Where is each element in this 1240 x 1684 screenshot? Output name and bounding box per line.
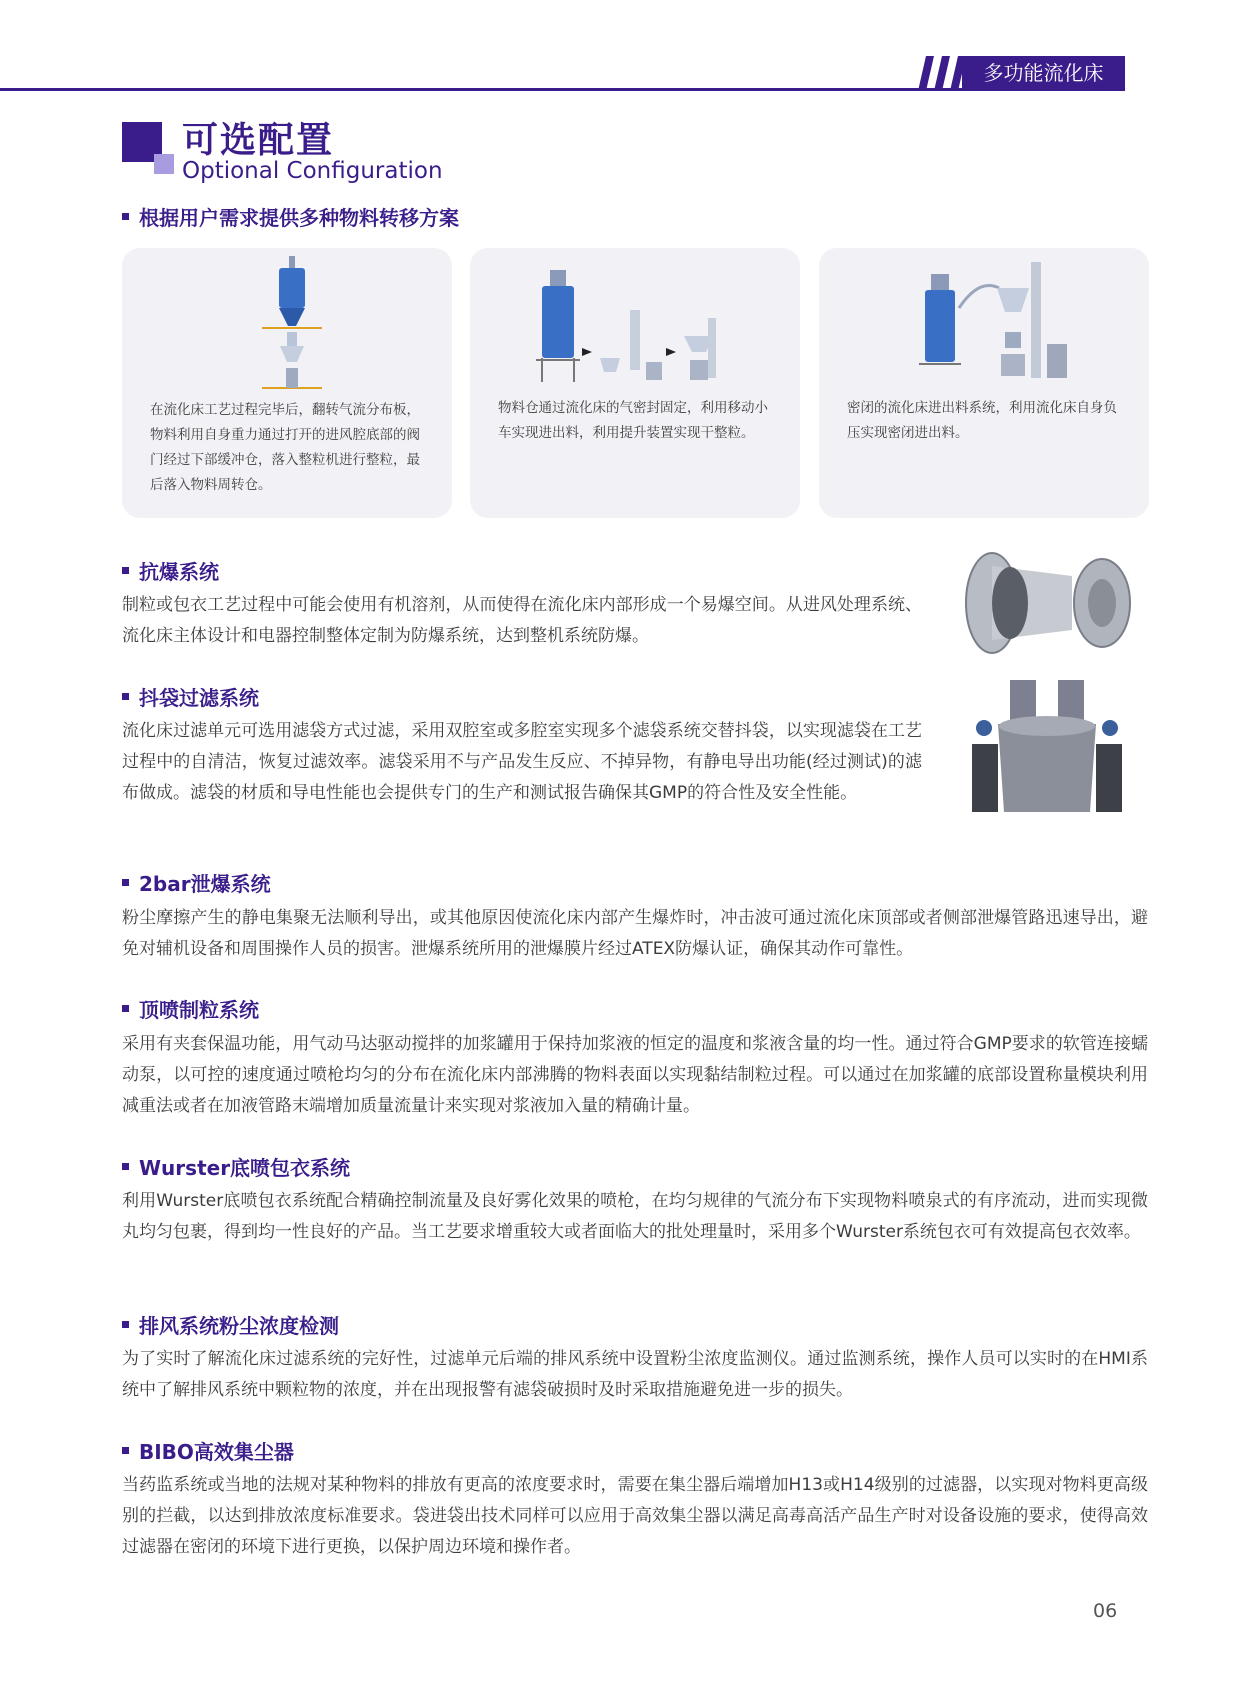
page-number: 06 [1093,1600,1118,1622]
mobile-cart-illustration [470,248,800,398]
section-heading-text: 排风系统粉尘浓度检测 [139,1314,339,1338]
section-heading-explosion-proof [122,556,219,585]
page-title-cn: 可选配置 [182,120,335,161]
section-text-bibo: 当药监系统或当地的法规对某种物料的排放有更高的浓度要求时，需要在集尘器后端增加H13或H14级别的过滤器，以实现对物料更高级别的拦截，以达到排放浓度标准要求。袋进袋出技术同样可以应用于高效集尘器以满足高毒高活产品生产时对设备设施的要求，使得高效过滤器在密闭的环境下进行更换，以保护周边环境和操作者。 [122,1475,1148,1557]
bullet-square [122,693,129,700]
section-text-explosion-vent: 粉尘摩擦产生的静电集聚无法顺利导出，或其他原因使流化床内部产生爆炸时，冲击波可通过流化床顶部或者侧部泄爆管路迅速导出，避免对辅机设备和周围操作人员的损害。泄爆系统所用的泄爆膜片经过ATEX防爆认证，确保其动作可靠性。 [122,908,1148,959]
section-text-bag-filter: 流化床过滤单元可选用滤袋方式过滤，采用双腔室或多腔室实现多个滤袋系统交替抖袋，以实现滤袋在工艺过程中的自清洁，恢复过滤效率。滤袋采用不与产品发生反应、不掉异物，有静电导出功能(经过测试)的滤布做成。滤袋的材质和导电性能也会提供专门的生产和测试报告确保其GMP的符合性及安全性能。 [122,721,922,803]
bullet-square [122,1447,129,1454]
bullet-square [122,213,129,220]
section-heading-top-spray [122,994,259,1023]
section-heading-text: 顶喷制粒系统 [139,998,259,1022]
transfer-card-text: 物料仓通过流化床的气密封固定，利用移动小车实现进出料，利用提升装置实现干整粒。 [498,400,768,441]
bullet-square [122,879,129,886]
section-heading-bibo [122,1436,294,1465]
page-title-en: Optional Configuration [182,158,443,184]
section-text-explosion-proof: 制粒或包衣工艺过程中可能会使用有机溶剂，从而使得在流化床内部形成一个易爆空间。从进风处理系统、流化床主体设计和电器控制整体定制为防爆系统，达到整机系统防爆。 [122,595,922,646]
section-heading-transfer [122,202,459,231]
title-square-mark [122,122,174,174]
section-heading-text: 抗爆系统 [139,560,219,584]
section-heading-explosion-vent [122,868,271,897]
bullet-square [122,1005,129,1012]
section-heading-text: 根据用户需求提供多种物料转移方案 [139,206,459,230]
section-heading-text: BIBO高效集尘器 [139,1440,294,1464]
transfer-card-2 [470,248,800,518]
bullet-square [122,567,129,574]
bullet-square [122,1321,129,1328]
section-heading-wurster [122,1152,350,1181]
header-category-tag: 多功能流化床 [962,56,1125,91]
section-heading-text: 2bar泄爆系统 [139,872,271,896]
section-text-wurster: 利用Wurster底喷包衣系统配合精确控制流量及良好雾化效果的喷枪，在均匀规律的气流分布下实现物料喷泉式的有序流动，进而实现微丸均匀包裹，得到均一性良好的产品。当工艺要求增重较大或者面临大的批处理量时，采用多个Wurster系统包衣可有效提高包衣效率。 [122,1191,1148,1242]
section-heading-bag-filter [122,682,259,711]
explosion-valve-image [962,548,1134,658]
transfer-card-text: 在流化床工艺过程完毕后，翻转气流分布板，物料利用自身重力通过打开的进风腔底部的阀门经过下部缓冲仓，落入整粒机进行整粒，最后落入物料周转仓。 [150,402,420,493]
section-heading-text: Wurster底喷包衣系统 [139,1156,351,1180]
section-heading-text: 抖袋过滤系统 [139,686,259,710]
section-heading-dust-monitor [122,1310,339,1339]
section-text-top-spray: 采用有夹套保温功能，用气动马达驱动搅拌的加浆罐用于保持加浆液的恒定的温度和浆液含量的均一性。通过符合GMP要求的软管连接蠕动泵，以可控的速度通过喷枪均匀的分布在流化床内部沸腾的物料表面以实现黏结制粒过程。可以通过在加浆罐的底部设置称量模块利用减重法或者在加液管路末端增加质量流量计来实现对浆液加入量的精确计量。 [122,1034,1148,1116]
gravity-discharge-illustration [122,248,452,398]
bullet-square [122,1163,129,1170]
transfer-card-1 [122,248,452,518]
transfer-card-text: 密闭的流化床进出料系统，利用流化床自身负压实现密闭进出料。 [847,400,1117,441]
section-text-dust-monitor: 为了实时了解流化床过滤系统的完好性，过滤单元后端的排风系统中设置粉尘浓度监测仪。通过监测系统，操作人员可以实时的在HMI系统中了解排风系统中颗粒物的浓度，并在出现报警有滤袋破损时及时采取措施避免进一步的损失。 [122,1349,1148,1400]
bag-filter-image [972,680,1122,812]
transfer-card-3 [819,248,1149,518]
closed-loop-illustration [819,248,1149,398]
